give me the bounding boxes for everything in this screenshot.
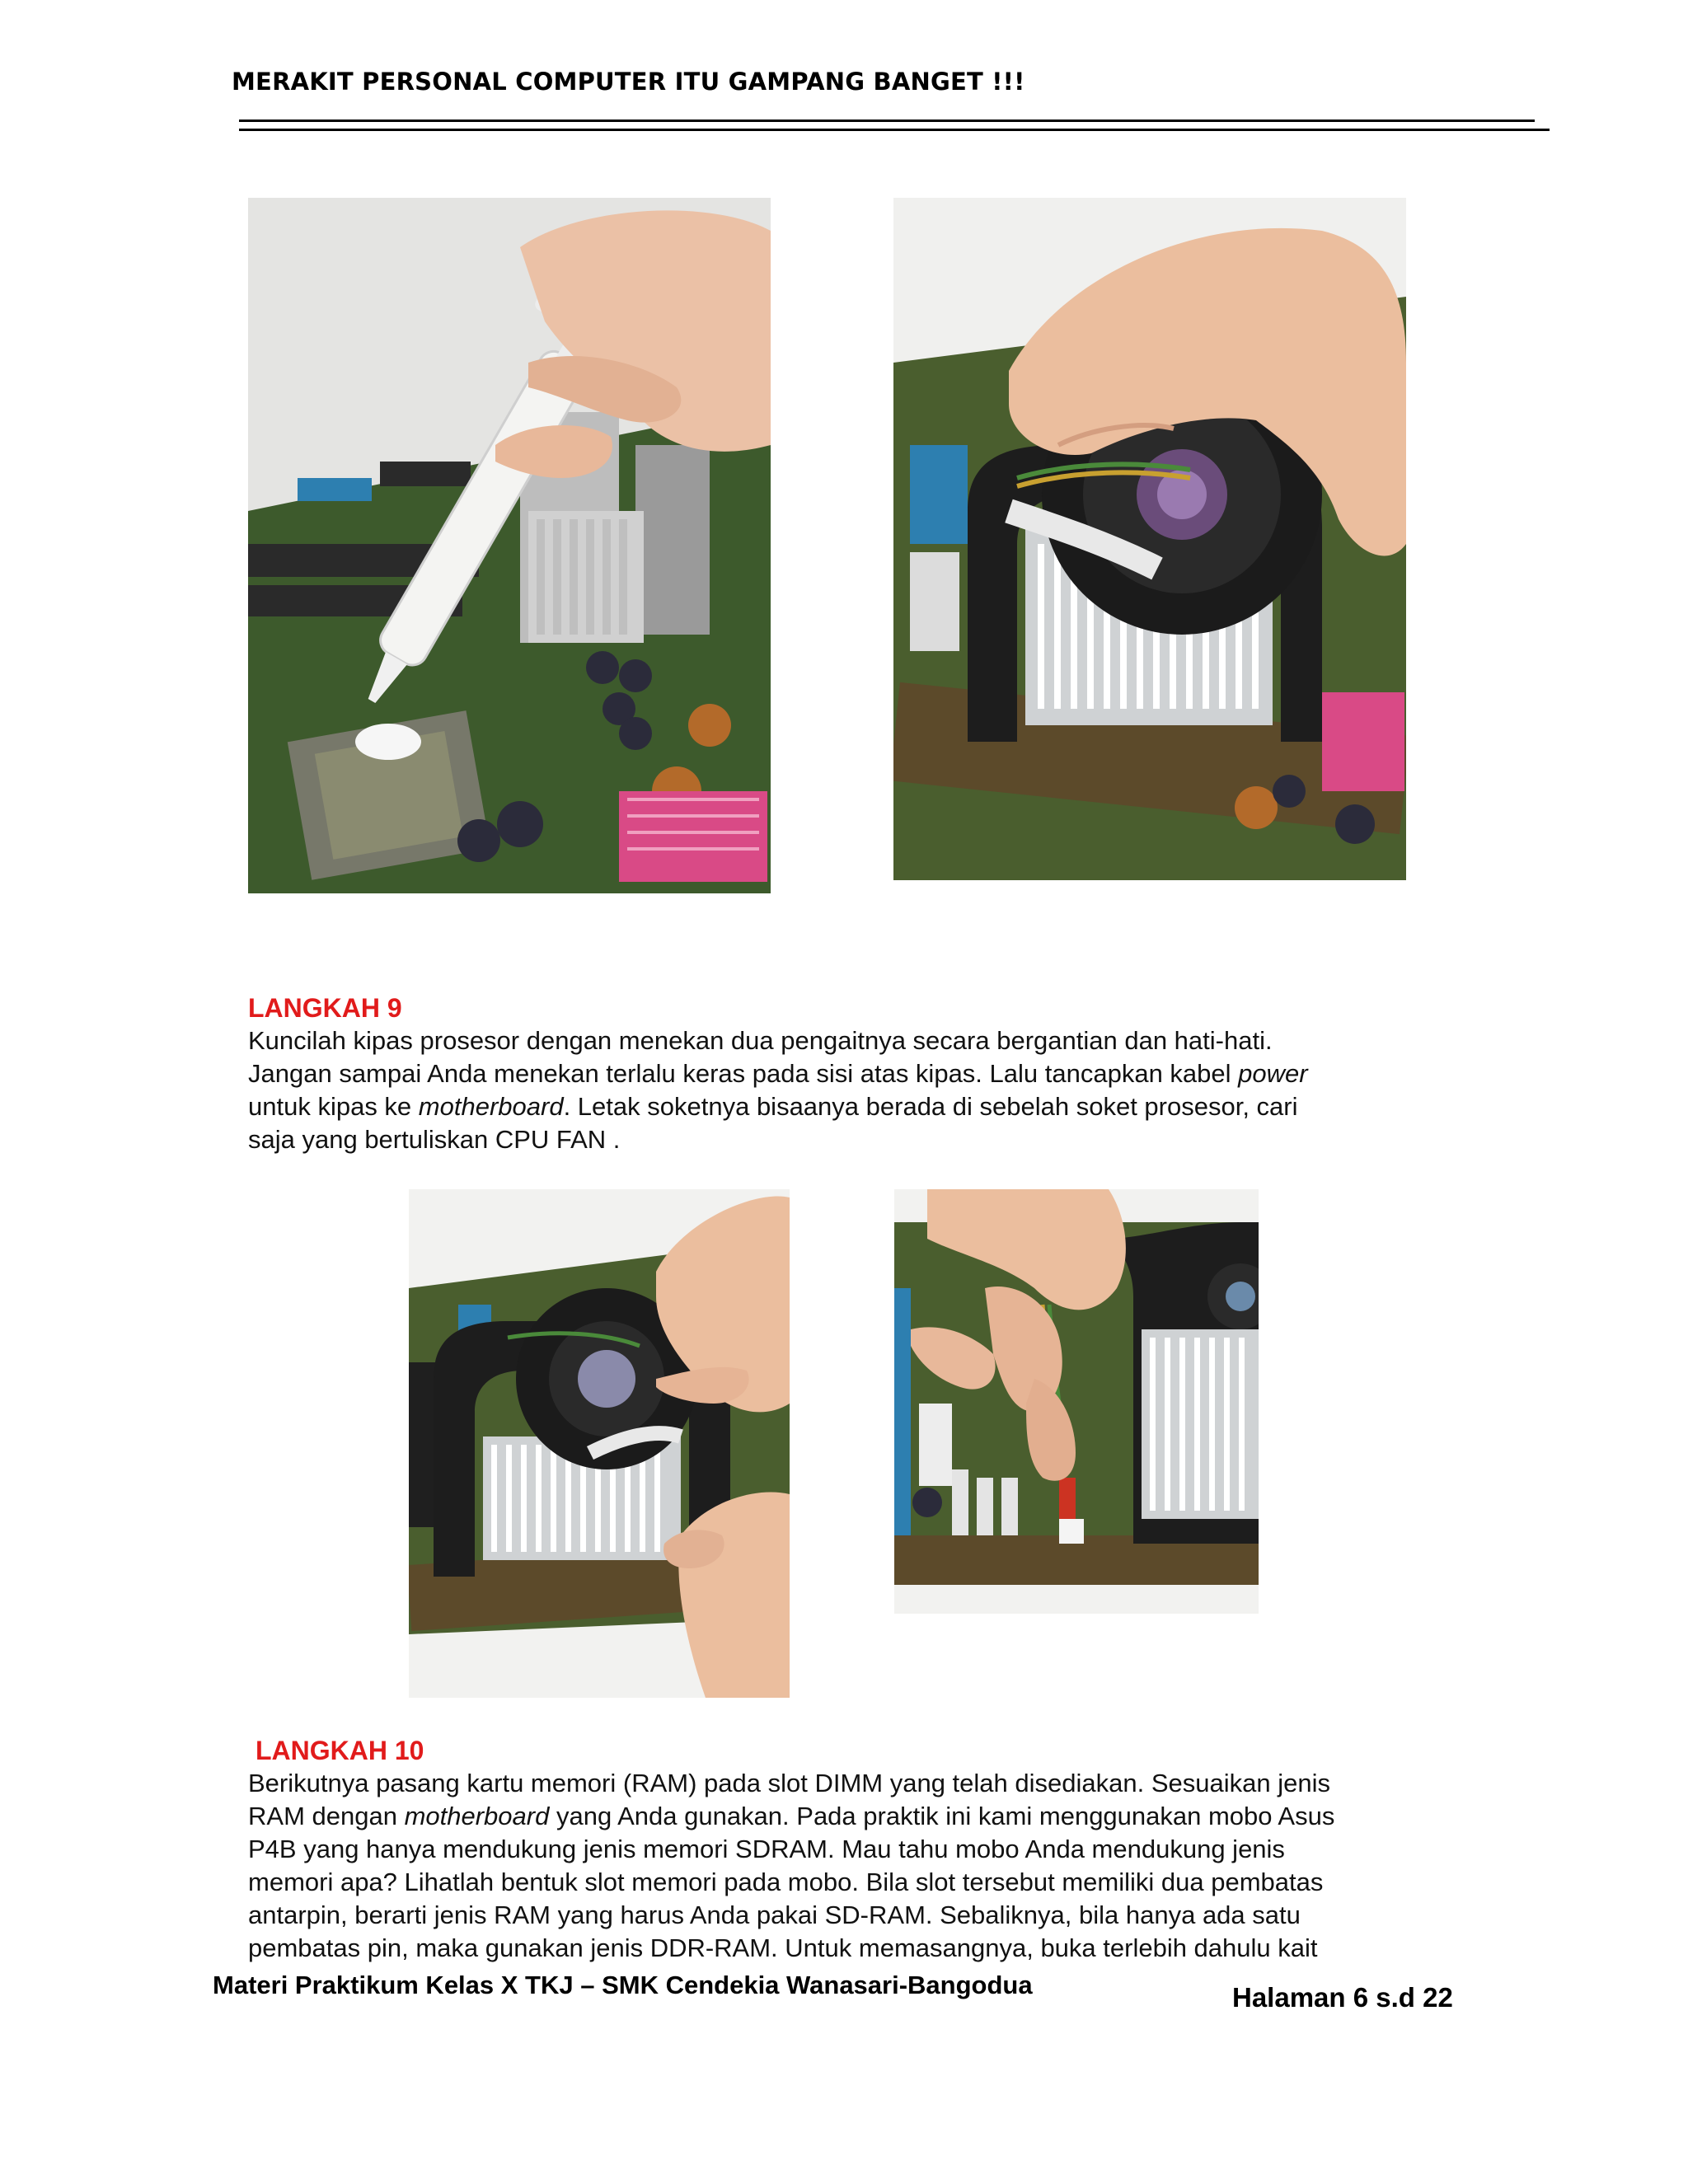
step-10-line <box>248 1932 1334 1965</box>
photo-thermal-paste <box>248 198 771 893</box>
step-9-line <box>248 1057 1308 1090</box>
header-rule-top <box>239 120 1535 122</box>
step-10-line <box>248 1899 1334 1932</box>
step-10-line <box>248 1800 1334 1833</box>
text-run: . Letak soketnya bisaanya berada di sebelah soket prosesor, cari <box>563 1092 1298 1121</box>
photo-lock-fan <box>409 1189 790 1698</box>
step-9-line <box>248 1090 1308 1123</box>
text-run: Kuncilah kipas prosesor dengan menekan dua pengaitnya secara bergantian dan hati-hati. <box>248 1026 1273 1055</box>
text-run: RAM dengan <box>248 1802 405 1830</box>
text-run: saja yang bertuliskan CPU FAN . <box>248 1125 621 1154</box>
step-title-9: LANGKAH 9 <box>248 993 402 1023</box>
step-10-line <box>248 1833 1334 1866</box>
step-9-line <box>248 1024 1308 1057</box>
italic-term: motherboard <box>404 1802 550 1830</box>
photo-place-fan-illustration <box>893 198 1406 880</box>
step-title-10: LANGKAH 10 <box>256 1736 424 1765</box>
step-10-line <box>248 1767 1334 1800</box>
footer-page-number: Halaman 6 s.d 22 <box>1232 1982 1453 2013</box>
photo-lock-fan-illustration <box>409 1189 790 1698</box>
photo-fan-cable <box>894 1189 1259 1614</box>
photo-place-fan <box>893 198 1406 880</box>
step-10-paragraph <box>248 1767 1334 1965</box>
text-run: untuk kipas ke <box>248 1092 419 1121</box>
text-run: Jangan sampai Anda menekan terlalu keras pada sisi atas kipas. Lalu tancapkan kabel <box>248 1059 1239 1088</box>
step-9-paragraph <box>248 1024 1308 1156</box>
italic-term: power <box>1238 1059 1308 1088</box>
text-run: pembatas pin, maka gunakan jenis DDR-RAM. Untuk memasangnya, buka terlebih dahulu kait <box>248 1933 1318 1962</box>
footer-course-info: Materi Praktikum Kelas X TKJ – SMK Cendekia Wanasari-Bangodua <box>213 1971 1033 1999</box>
photo-fan-cable-illustration <box>894 1189 1259 1614</box>
text-run: P4B yang hanya mendukung jenis memori SDRAM. Mau tahu mobo Anda mendukung jenis <box>248 1835 1285 1863</box>
text-run: yang Anda gunakan. Pada praktik ini kami menggunakan mobo Asus <box>549 1802 1335 1830</box>
italic-term: motherboard <box>418 1092 564 1121</box>
step-10-line <box>248 1866 1334 1899</box>
header-rule-bottom <box>239 129 1550 131</box>
document-title: MERAKIT PERSONAL COMPUTER ITU GAMPANG BANGET !!! <box>232 68 1025 96</box>
step-9-line <box>248 1123 1308 1156</box>
text-run: memori apa? Lihatlah bentuk slot memori pada mobo. Bila slot tersebut memiliki dua pembatas <box>248 1868 1324 1896</box>
text-run: antarpin, berarti jenis RAM yang harus Anda pakai SD-RAM. Sebaliknya, bila hanya ada satu <box>248 1900 1301 1929</box>
photo-thermal-paste-illustration <box>248 198 771 893</box>
text-run: Berikutnya pasang kartu memori (RAM) pada slot DIMM yang telah disediakan. Sesuaikan jenis <box>248 1769 1330 1797</box>
